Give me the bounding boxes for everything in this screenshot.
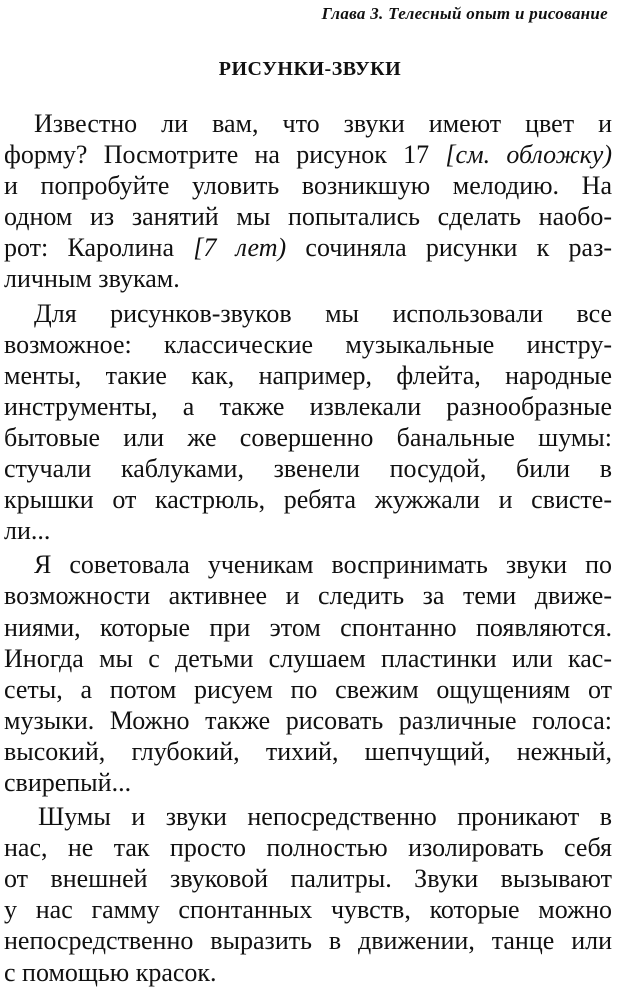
text-line: возможности активнее и следить за теми движе- xyxy=(4,581,612,611)
text-line: рот: Каролина [7 лет) сочиняла рисунки к раз- xyxy=(4,233,613,263)
text-line: форму? Посмотрите на рисунок 17 [см. обложку) xyxy=(4,140,612,170)
paragraph-3 xyxy=(4,549,612,798)
text-line: Шумы и звуки непосредственно проникают в xyxy=(38,802,612,832)
text-line: одном из занятий мы попытались сделать наобо- xyxy=(4,202,612,232)
text-line: сеты, а потом рисуем по свежим ощущениям от xyxy=(4,674,612,704)
running-head: Глава 3. Телесный опыт и рисование xyxy=(321,4,608,23)
text-line: музыки. Можно также рисовать различные голоса: xyxy=(4,705,612,735)
text-line: инструменты, а также извлекали разнообразные xyxy=(4,391,612,421)
body-text xyxy=(4,108,612,988)
text-line: от внешней звуковой палитры. Звуки вызывают xyxy=(4,864,612,894)
text-line: Для рисунков-звуков мы использовали все xyxy=(34,298,612,328)
cover-reference: [см. обложку) xyxy=(445,140,612,170)
paragraph-2 xyxy=(4,298,612,547)
text-line: у нас гамму спонтанных чувств, которые можно xyxy=(4,895,612,925)
text-line: стучали каблуками, звенели посудой, били в xyxy=(4,454,612,484)
text-line: Иногда мы с детьми слушаем пластинки или кас- xyxy=(4,643,612,673)
section-title: РИСУНКИ-ЗВУКИ xyxy=(218,58,402,80)
text-line: бытовые или же совершенно банальные шумы: xyxy=(4,422,612,452)
text-line: непосредственно выразить в движении, танце или xyxy=(4,926,612,956)
text-line: с помощью красок. xyxy=(4,957,217,987)
paragraph-1 xyxy=(4,108,612,295)
text-line: и попробуйте уловить возникшую мелодию. На xyxy=(4,171,612,201)
text-line: менты, такие как, например, флейта, народные xyxy=(4,360,612,390)
text-line: свирепый... xyxy=(4,767,132,797)
text-line: возможное: классические музыкальные инстру- xyxy=(4,329,612,359)
text-line: Известно ли вам, что звуки имеют цвет и xyxy=(34,109,612,138)
text-line: Я советовала ученикам воспринимать звуки по xyxy=(34,550,612,580)
text-line: личным звукам. xyxy=(4,264,180,294)
text-line: высокий, глубокий, тихий, шепчущий, нежный, xyxy=(4,736,612,766)
age-note: [7 лет) xyxy=(193,233,287,263)
text-line: ниями, которые при этом спонтанно появляются. xyxy=(4,612,612,642)
text-line: крышки от кастрюль, ребята жужжали и свисте- xyxy=(4,485,612,515)
text-line: нас, не так просто полностью изолировать себя xyxy=(4,833,612,863)
paragraph-4 xyxy=(4,801,612,988)
text-line: ли... xyxy=(4,516,51,546)
